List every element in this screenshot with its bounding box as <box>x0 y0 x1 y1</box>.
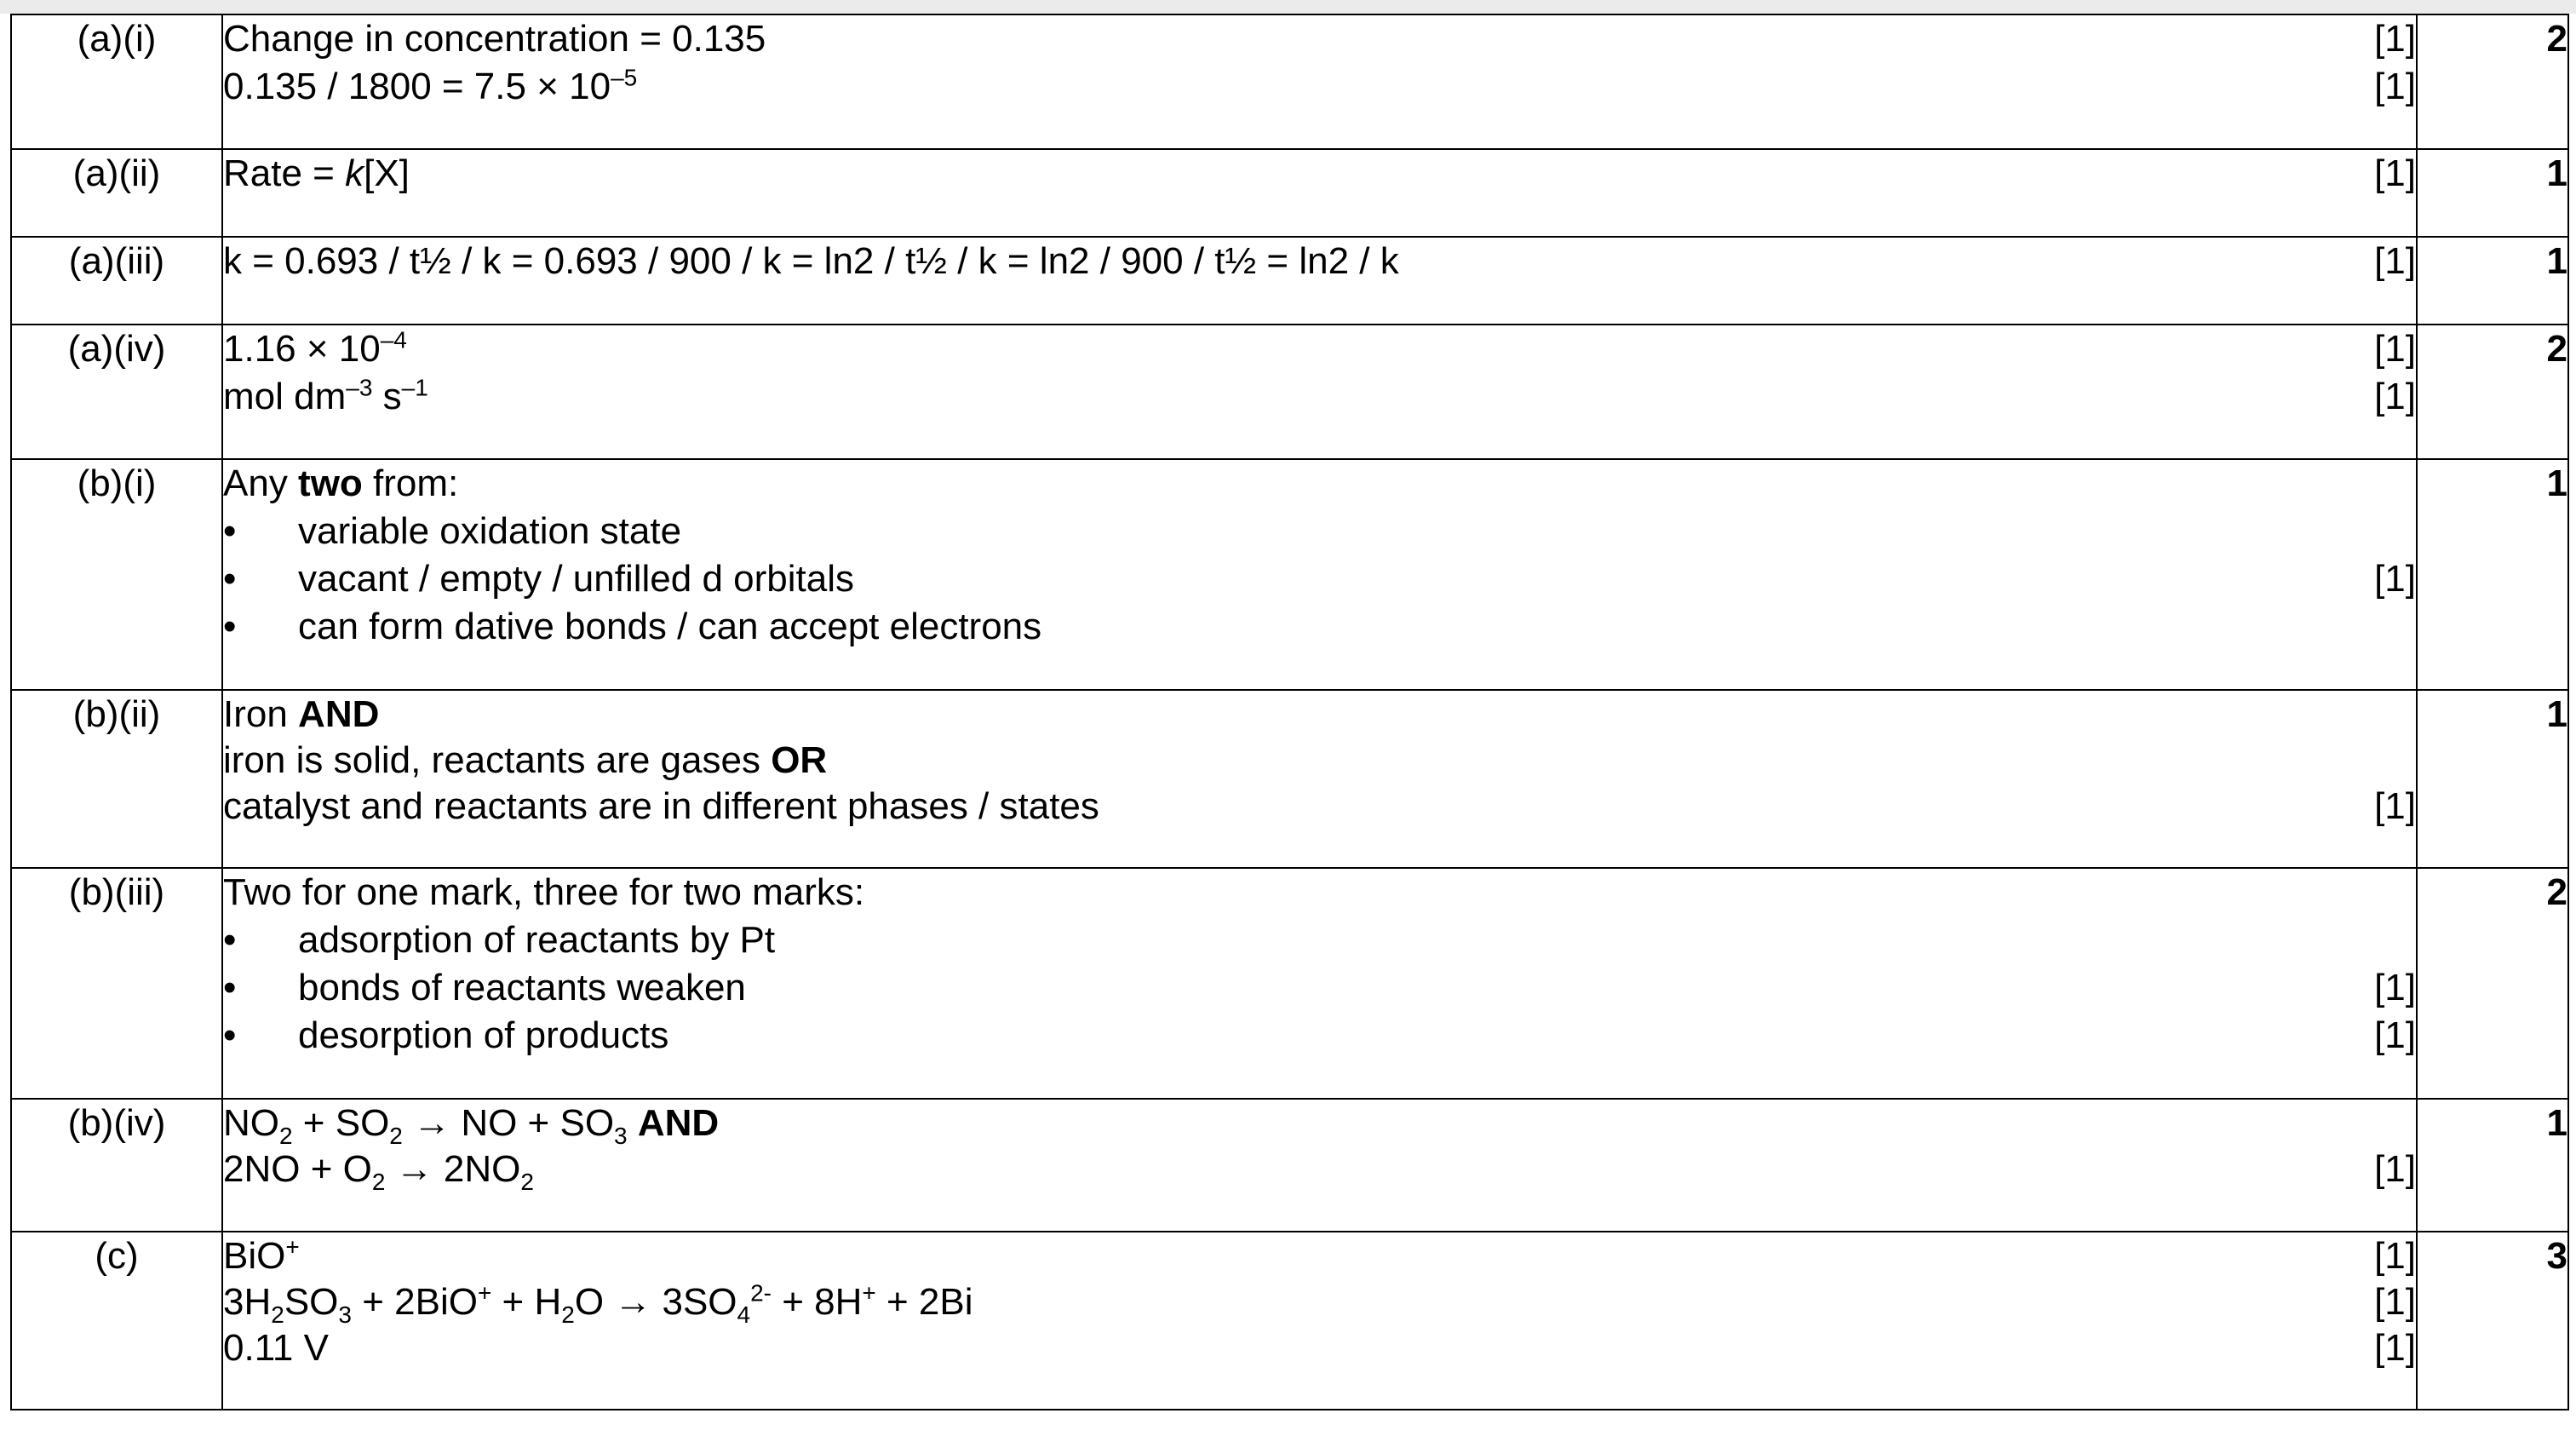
equation-text: + 2Bi <box>875 1281 973 1323</box>
answer-line <box>223 1324 2416 1370</box>
bullet-item <box>223 603 2416 651</box>
bullet-icon: • <box>223 967 237 1008</box>
answer-line <box>223 460 2416 508</box>
bold-keyword: OR <box>771 739 828 781</box>
subscript: 2 <box>371 1168 386 1195</box>
bullet-text: variable oxidation state <box>298 510 682 552</box>
answer-text: [X] <box>364 152 410 194</box>
question-number: (b)(ii) <box>11 690 222 868</box>
superscript: + <box>477 1279 492 1307</box>
bullet-text: bonds of reactants weaken <box>298 967 746 1008</box>
question-number: (c) <box>11 1232 222 1410</box>
answer-line <box>223 1146 2416 1195</box>
mark-allocation: [1] <box>2374 328 2416 370</box>
total-marks: 1 <box>2417 149 2568 237</box>
mark-allocation: [1] <box>2374 240 2416 282</box>
answer-line <box>223 1232 2416 1278</box>
subscript: 3 <box>614 1122 628 1149</box>
subscript: 2 <box>389 1122 403 1149</box>
mark-allocation: [1] <box>2374 558 2416 600</box>
bullet-text: can form dative bonds / can accept electrons <box>298 606 1042 647</box>
answer-text: from: <box>362 462 459 504</box>
answer-cell <box>222 237 2417 325</box>
answer-line <box>223 373 2416 421</box>
answer-line <box>223 15 2416 63</box>
bullet-icon: • <box>223 606 237 647</box>
answer-line <box>223 63 2416 111</box>
mark-allocation: [1] <box>2374 152 2416 194</box>
equation-text: + SO <box>292 1102 390 1144</box>
answer-line <box>223 783 2416 829</box>
mark-allocation: [1] <box>2374 1327 2416 1369</box>
answer-cell <box>222 149 2417 237</box>
bullet-item <box>223 1012 2416 1060</box>
answer-cell <box>222 14 2417 149</box>
table-row <box>11 149 2568 237</box>
subscript: 2 <box>561 1301 575 1328</box>
mark-allocation: [1] <box>2374 967 2416 1008</box>
mark-allocation: [1] <box>2374 1014 2416 1056</box>
equation-text: 3H <box>223 1281 272 1323</box>
superscript: + <box>285 1233 300 1261</box>
answer-line <box>223 238 2416 285</box>
equation-text: SO <box>284 1281 339 1323</box>
bullet-text: adsorption of reactants by Pt <box>298 919 776 961</box>
total-marks: 2 <box>2417 868 2568 1099</box>
table-row <box>11 868 2568 1099</box>
equation-text: → NO + SO <box>402 1102 615 1144</box>
equation-text: O → 3SO <box>574 1281 737 1323</box>
question-number: (a)(i) <box>11 14 222 149</box>
answer-text: k = 0.693 / t½ / k = 0.693 / 900 / k = ln2 / t½ / k = ln2 / 900 / t½ = ln2 / k <box>223 240 1399 282</box>
total-marks: 1 <box>2417 1099 2568 1232</box>
question-number: (a)(ii) <box>11 149 222 237</box>
mark-allocation: [1] <box>2374 376 2416 417</box>
top-border-band <box>0 0 2576 14</box>
answer-line <box>223 325 2416 373</box>
bold-keyword: AND <box>637 1102 720 1144</box>
answer-cell <box>222 1232 2417 1410</box>
question-number: (b)(iii) <box>11 868 222 1099</box>
table-row <box>11 1232 2568 1410</box>
answer-text: s <box>372 376 402 417</box>
answer-text: 1.16 × 10 <box>223 328 381 370</box>
answer-text: 0.135 / 1800 = 7.5 × 10 <box>223 66 611 107</box>
equation-text: NO <box>223 1102 279 1144</box>
subscript: 4 <box>737 1301 751 1328</box>
answer-text: Rate = <box>223 152 346 194</box>
superscript: –4 <box>380 326 407 353</box>
table-row <box>11 237 2568 325</box>
equation-text: → 2NO <box>385 1148 521 1190</box>
subscript: 2 <box>271 1301 284 1328</box>
superscript: –1 <box>401 374 428 401</box>
superscript: –5 <box>611 64 638 91</box>
total-marks: 1 <box>2417 459 2568 690</box>
superscript: –3 <box>346 374 373 401</box>
bold-keyword: AND <box>298 693 380 735</box>
total-marks: 1 <box>2417 237 2568 325</box>
total-marks: 1 <box>2417 690 2568 868</box>
bold-keyword: two <box>298 462 363 504</box>
bullet-icon: • <box>223 510 237 552</box>
subscript: 3 <box>338 1301 352 1328</box>
bullet-icon: • <box>223 1014 237 1056</box>
table-row <box>11 690 2568 868</box>
subscript: 2 <box>520 1168 534 1195</box>
superscript: + <box>862 1279 876 1307</box>
equation-text: + H <box>491 1281 562 1323</box>
answer-cell <box>222 459 2417 690</box>
italic-variable: k <box>345 152 364 194</box>
total-marks: 2 <box>2417 14 2568 149</box>
answer-text: Iron <box>223 693 299 735</box>
answer-line <box>223 691 2416 737</box>
answer-line <box>223 869 2416 916</box>
bullet-item <box>223 508 2416 555</box>
answer-cell <box>222 325 2417 459</box>
answer-line <box>223 1278 2416 1328</box>
answer-cell <box>222 690 2417 868</box>
bullet-item <box>223 555 2416 603</box>
mark-scheme-table <box>10 14 2569 1410</box>
answer-cell <box>222 868 2417 1099</box>
answer-line <box>223 1100 2416 1149</box>
table-row <box>11 14 2568 149</box>
answer-text: catalyst and reactants are in different phases / states <box>223 785 1099 827</box>
table-row <box>11 1099 2568 1232</box>
total-marks: 3 <box>2417 1232 2568 1410</box>
bullet-item <box>223 964 2416 1012</box>
answer-text: Any <box>223 462 299 504</box>
table-row <box>11 325 2568 459</box>
equation-text <box>628 1102 638 1144</box>
subscript: 2 <box>279 1122 293 1149</box>
mark-allocation: [1] <box>2374 18 2416 60</box>
mark-allocation: [1] <box>2374 1281 2416 1323</box>
mark-allocation: [1] <box>2374 66 2416 107</box>
mark-allocation: [1] <box>2374 785 2416 827</box>
bullet-text: desorption of products <box>298 1014 669 1056</box>
answer-text: Two for one mark, three for two marks: <box>223 871 865 913</box>
answer-text: iron is solid, reactants are gases <box>223 739 772 781</box>
answer-text: 0.11 V <box>223 1327 329 1369</box>
answer-text: mol dm <box>223 376 347 417</box>
question-number: (a)(iii) <box>11 237 222 325</box>
superscript: 2- <box>750 1279 772 1307</box>
equation-text: + 2BiO <box>351 1281 478 1323</box>
bullet-item <box>223 916 2416 964</box>
question-number: (b)(i) <box>11 459 222 690</box>
bullet-text: vacant / empty / unfilled d orbitals <box>298 558 854 600</box>
equation-text: + 8H <box>772 1281 863 1323</box>
mark-allocation: [1] <box>2374 1235 2416 1277</box>
equation-text: BiO <box>223 1235 286 1277</box>
total-marks: 2 <box>2417 325 2568 459</box>
answer-line <box>223 150 2416 198</box>
answer-text: Change in concentration = 0.135 <box>223 18 766 60</box>
question-number: (b)(iv) <box>11 1099 222 1232</box>
mark-allocation: [1] <box>2374 1148 2416 1190</box>
question-number: (a)(iv) <box>11 325 222 459</box>
bullet-icon: • <box>223 558 237 600</box>
answer-cell <box>222 1099 2417 1232</box>
equation-text: 2NO + O <box>223 1148 372 1190</box>
bullet-icon: • <box>223 919 237 961</box>
answer-line <box>223 737 2416 783</box>
table-row <box>11 459 2568 690</box>
